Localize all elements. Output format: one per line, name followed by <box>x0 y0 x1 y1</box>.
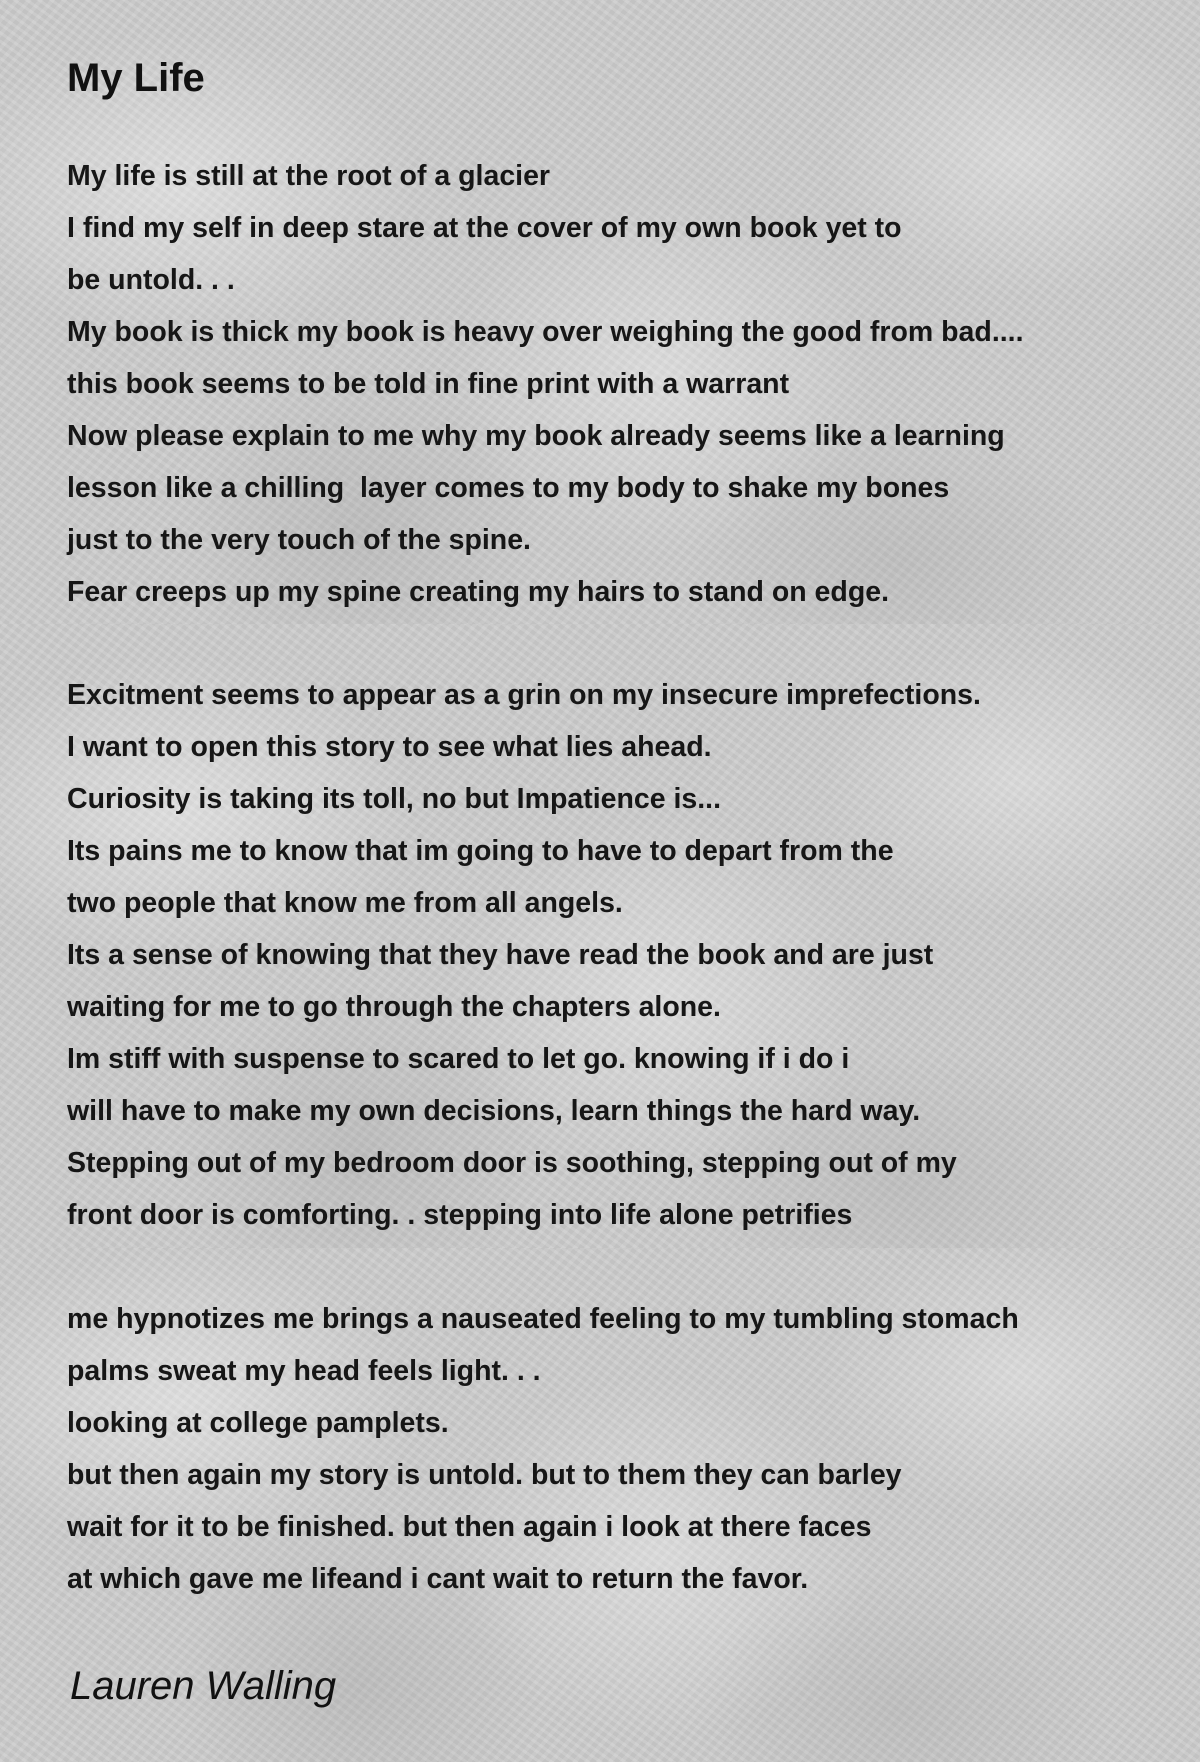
poem-line: lesson like a chilling layer comes to my body to shake my bones <box>67 472 950 504</box>
poem-line: Stepping out of my bedroom door is soothing, stepping out of my <box>67 1147 957 1179</box>
poem-line: looking at college pamplets. <box>67 1407 449 1439</box>
poem-author: Lauren Walling <box>70 1664 337 1708</box>
stanza-3 <box>67 1293 1019 1605</box>
poem-line: but then again my story is untold. but to them they can barley <box>67 1459 902 1491</box>
poem-line: just to the very touch of the spine. <box>67 524 531 556</box>
poem-line: I want to open this story to see what lies ahead. <box>67 731 712 763</box>
poem-line: Im stiff with suspense to scared to let go. knowing if i do i <box>67 1043 850 1075</box>
poem-line: waiting for me to go through the chapters alone. <box>67 991 721 1023</box>
poem-line: Its a sense of knowing that they have read the book and are just <box>67 939 934 971</box>
poem-line: Now please explain to me why my book already seems like a learning <box>67 420 1005 452</box>
poem-line: My life is still at the root of a glacier <box>67 160 551 192</box>
poem-title: My Life <box>67 56 205 100</box>
poem-line: me hypnotizes me brings a nauseated feeling to my tumbling stomach <box>67 1303 1019 1335</box>
poem-line: front door is comforting. . stepping into life alone petrifies <box>67 1199 853 1231</box>
poem-line: palms sweat my head feels light. . . <box>67 1355 541 1387</box>
poem-line: Fear creeps up my spine creating my hairs to stand on edge. <box>67 576 889 608</box>
poem-line: two people that know me from all angels. <box>67 887 623 919</box>
stanza-2 <box>67 669 981 1241</box>
poem-line: Curiosity is taking its toll, no but Impatience is... <box>67 783 722 815</box>
poem-line: will have to make my own decisions, learn things the hard way. <box>67 1095 921 1127</box>
poem-line: this book seems to be told in fine print with a warrant <box>67 368 790 400</box>
poem-line: wait for it to be finished. but then again i look at there faces <box>67 1511 872 1543</box>
poem-line: Excitment seems to appear as a grin on my insecure imprefections. <box>67 679 981 711</box>
poem-line: My book is thick my book is heavy over weighing the good from bad.... <box>67 316 1024 348</box>
poem-line: be untold. . . <box>67 264 235 296</box>
poem-line: Its pains me to know that im going to have to depart from the <box>67 835 894 867</box>
poem-line: at which gave me lifeand i cant wait to return the favor. <box>67 1563 809 1595</box>
stanza-1 <box>67 150 1024 618</box>
poem-line: I find my self in deep stare at the cover of my own book yet to <box>67 212 902 244</box>
